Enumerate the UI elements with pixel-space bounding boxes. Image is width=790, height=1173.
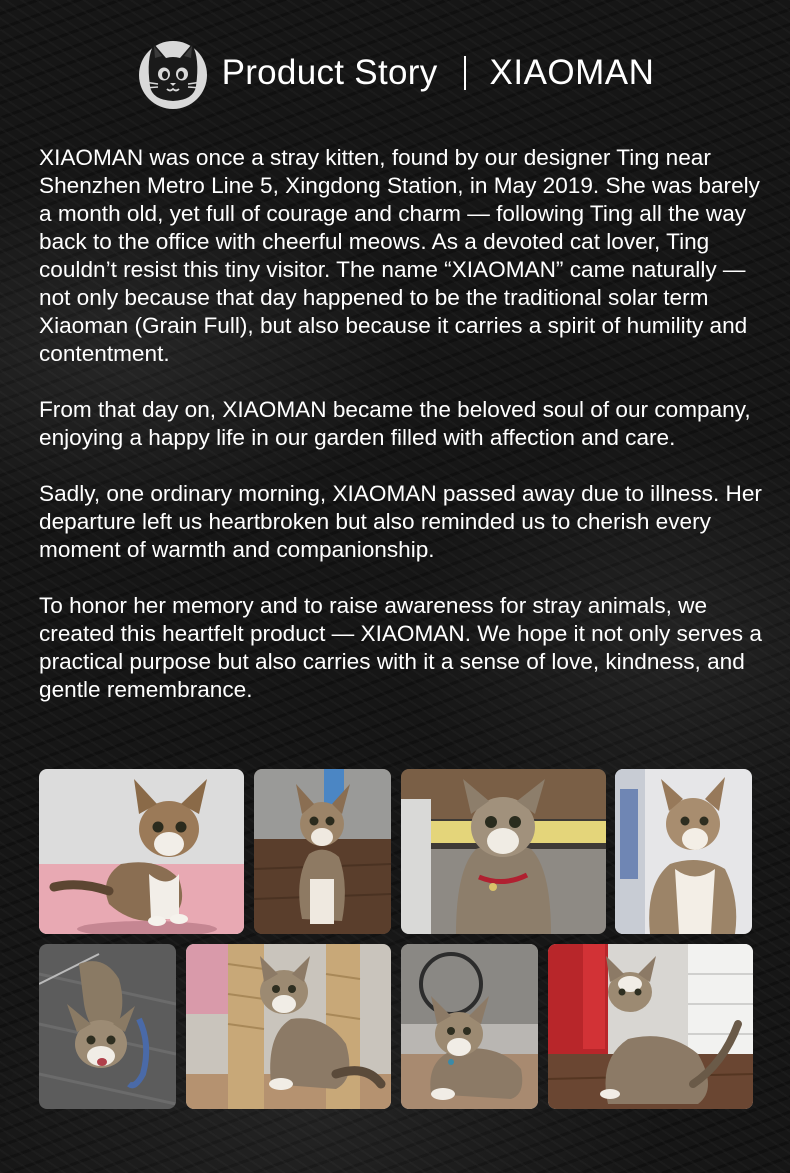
title-divider — [464, 56, 466, 90]
page-title: Product Story — [221, 53, 438, 92]
cat-face-icon — [136, 36, 210, 110]
story-paragraph: To honor her memory and to raise awareness for stray animals, we created this heartfelt product — XIAOMAN. We hope it not only serves a practical purpose but also carries with it a sense of love, kindness, and gentle remembrance. — [39, 593, 762, 702]
cat-photo — [39, 769, 244, 934]
cat-photo — [401, 769, 606, 934]
story-paragraph: XIAOMAN was once a stray kitten, found by our designer Ting near Shenzhen Metro Line 5, Xingdong Station, in May 2019. She was barely a month old, yet full of courage and charm — following Ting all the way back to the office with cheerful meows. As a devoted cat lover, Ting couldn’t resist this tiny visitor. The name “XIAOMAN” came naturally — not only because that day happened to be the traditional solar term Xiaoman (Grain Full), but also because it carries a spirit of humility and contentment. — [39, 145, 760, 366]
story-paragraph: From that day on, XIAOMAN became the beloved soul of our company, enjoying a happy life in our garden filled with affection and care. — [39, 397, 751, 450]
cat-photo — [615, 769, 752, 934]
cat-photo — [39, 944, 176, 1109]
cat-photo — [186, 944, 391, 1109]
page-header — [0, 34, 790, 112]
cat-photo — [548, 944, 753, 1109]
brand-name: XIAOMAN — [489, 53, 655, 92]
cat-photo — [401, 944, 538, 1109]
story-body — [39, 144, 764, 732]
story-paragraph: Sadly, one ordinary morning, XIAOMAN passed away due to illness. Her departure left us heartbroken but also reminded us to cherish every moment of warmth and companionship. — [39, 481, 762, 562]
cat-photo — [254, 769, 391, 934]
